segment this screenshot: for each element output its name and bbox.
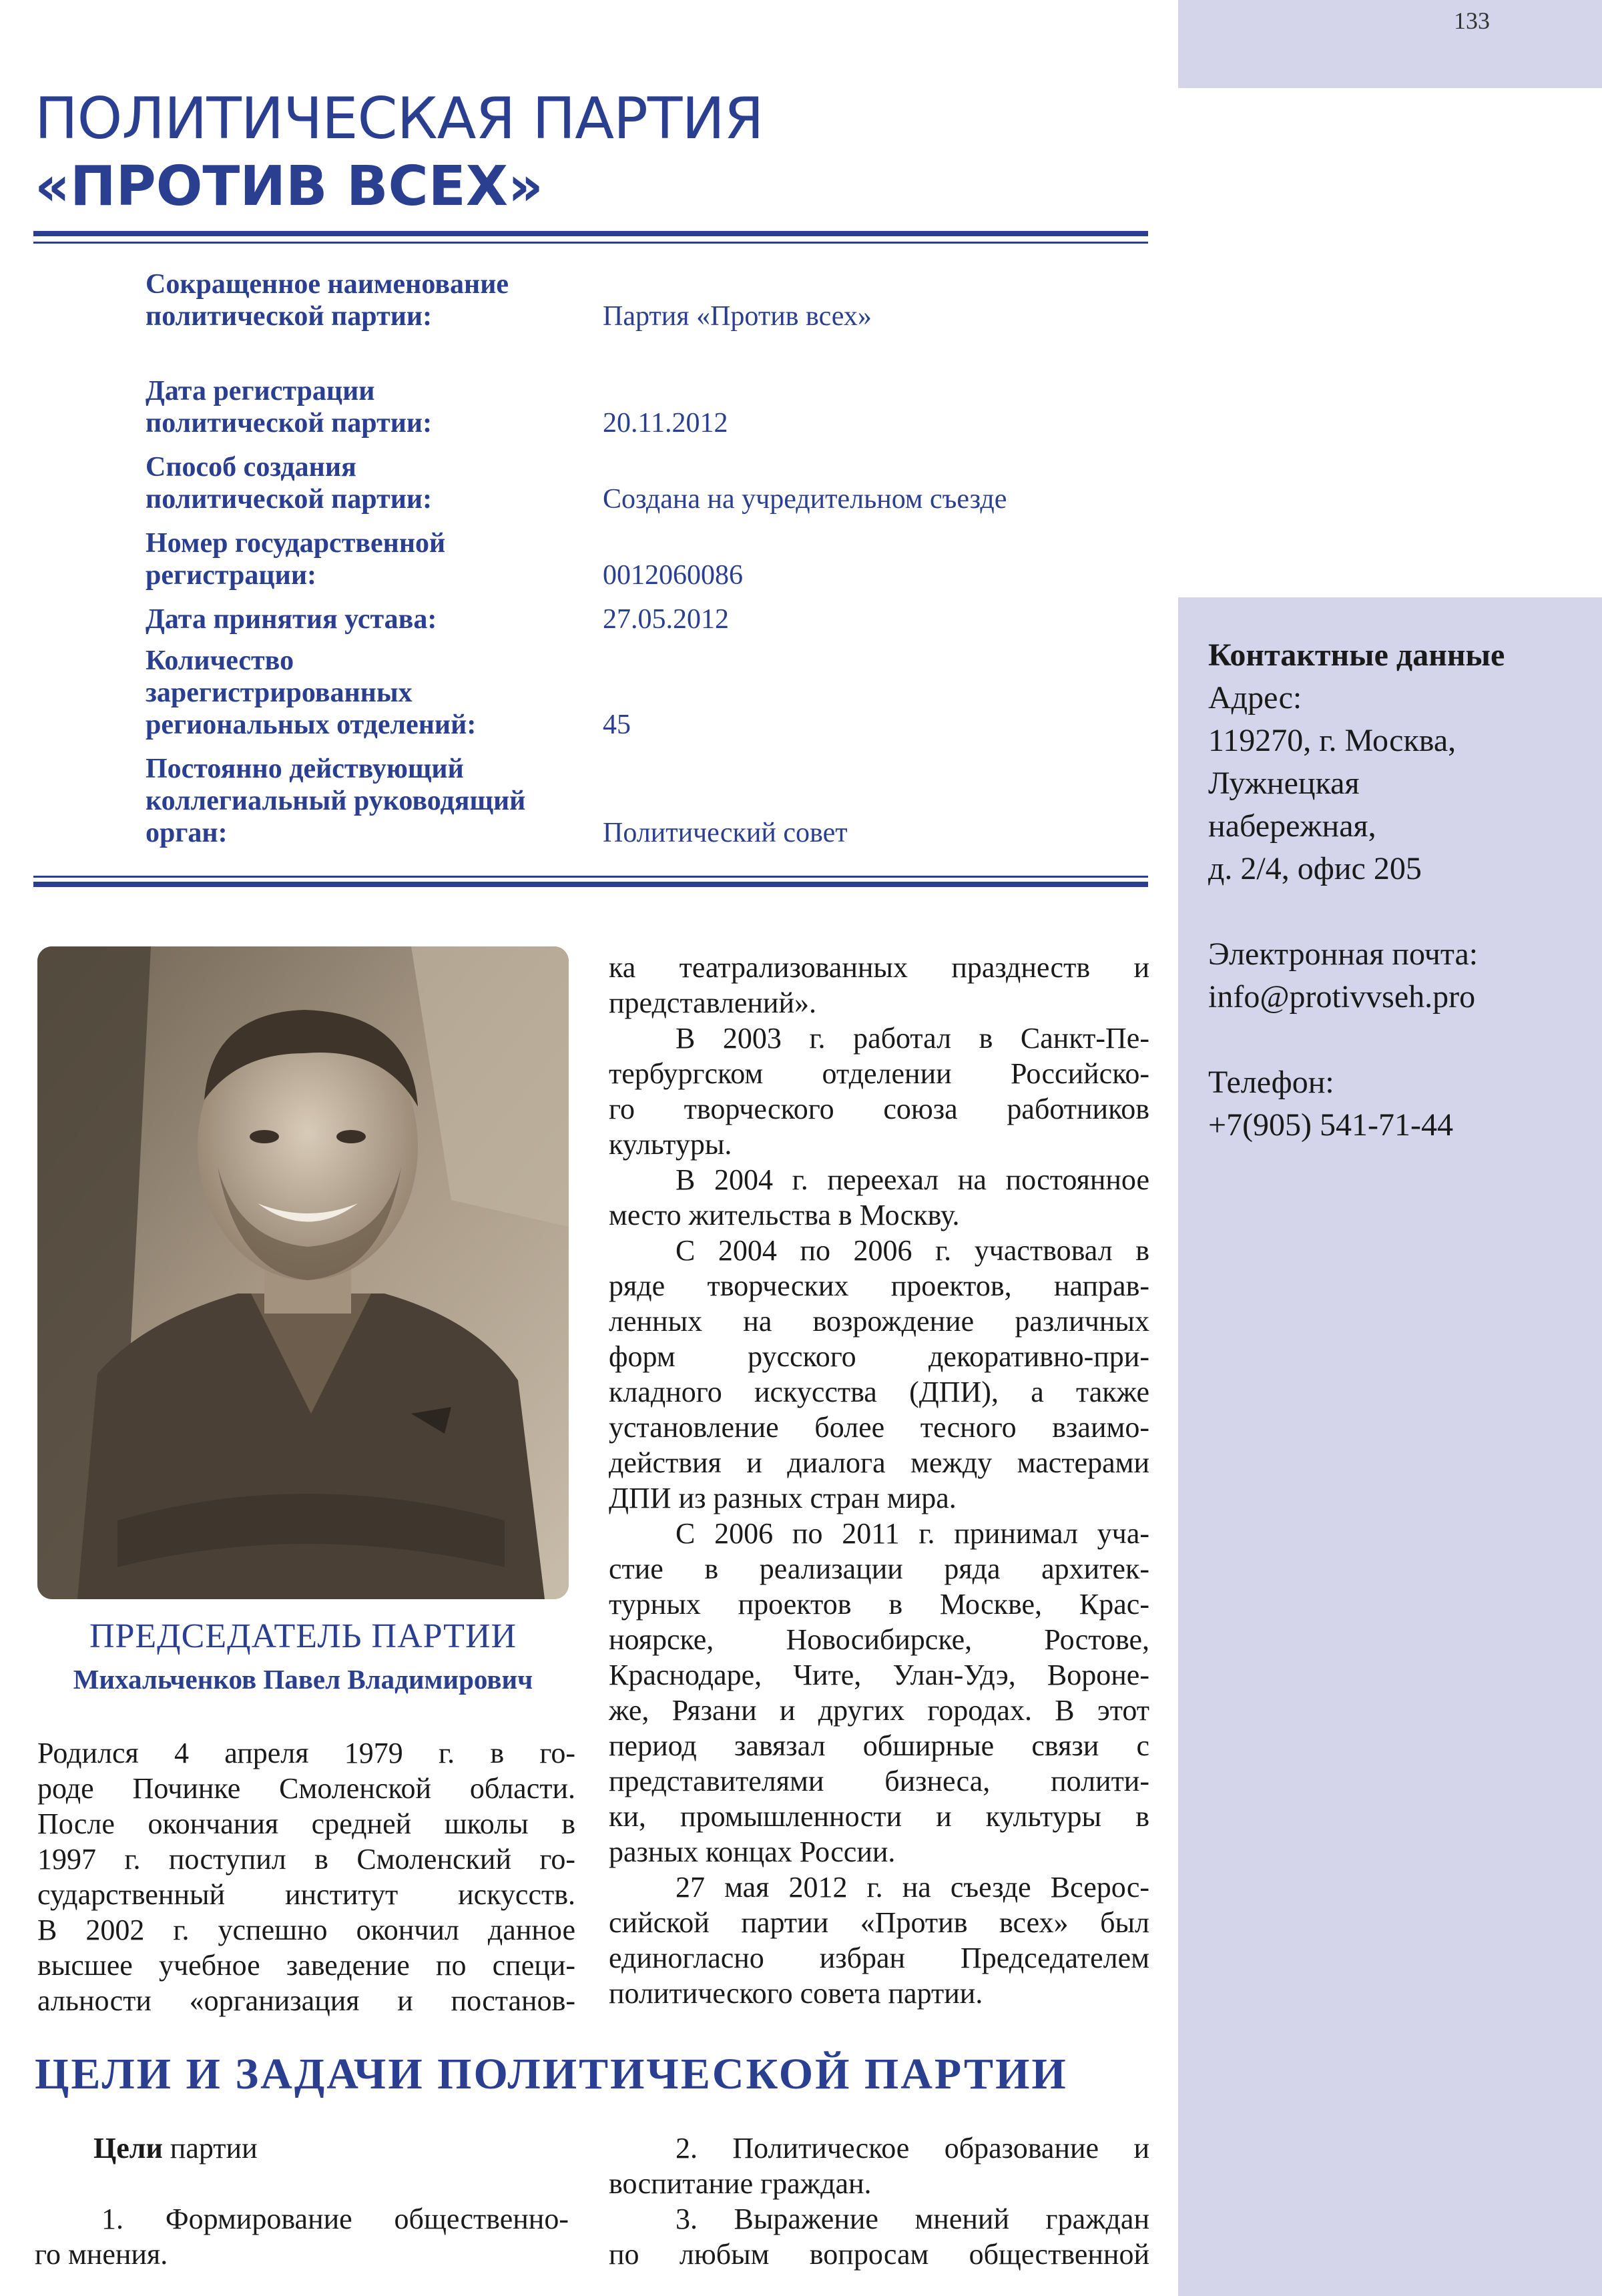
bio-mid-line: ка театрализованных празднеств и xyxy=(609,951,1149,984)
bio-mid-line: ноярске, Новосибирске, Ростове, xyxy=(609,1623,1149,1656)
title-rule-thin xyxy=(33,242,1148,244)
info-value-governing-body: Политический совет xyxy=(603,818,848,848)
bio-left-line: роде Починке Смоленской области. xyxy=(37,1772,575,1805)
bio-mid-line: С 2004 по 2006 г. участвовал в xyxy=(676,1234,1149,1267)
info-value-charter-date: 27.05.2012 xyxy=(603,604,729,635)
goal-item-1-line: го мнения. xyxy=(35,2238,168,2271)
info-value-creation-method: Создана на учредительном съезде xyxy=(603,484,1007,515)
bio-mid-line: представлений». xyxy=(609,986,817,1019)
contacts-block xyxy=(1208,634,1582,1147)
phone-number: +7(905) 541-71-44 xyxy=(1208,1107,1454,1143)
bio-mid-line: культуры. xyxy=(609,1128,732,1161)
title-rule-thick xyxy=(33,231,1148,236)
info-label-state-number: Номер государственной регистрации: xyxy=(146,528,446,591)
goals-heading: ЦЕЛИ И ЗАДАЧИ ПОЛИТИЧЕСКОЙ ПАРТИИ xyxy=(35,2050,1068,2098)
info-value-state-number: 0012060086 xyxy=(603,560,743,591)
bio-mid-line: период завязал обширные связи с xyxy=(609,1729,1149,1762)
bio-mid-line: форм русского декоративно-при- xyxy=(609,1340,1149,1373)
goal-item-2-line: воспитание граждан. xyxy=(609,2167,872,2200)
chairman-photo xyxy=(37,946,569,1599)
address-line: набережная, xyxy=(1208,808,1376,844)
info-value-short-name: Партия «Против всех» xyxy=(603,301,872,332)
party-title-line2: «ПРОТИВ ВСЕХ» xyxy=(35,155,543,218)
contacts-heading: Контактные данные xyxy=(1208,637,1505,673)
bio-mid-line: разных концах России. xyxy=(609,1835,896,1868)
bio-mid-line: тербургском отделении Российско- xyxy=(609,1057,1149,1090)
bio-mid-line: С 2006 по 2011 г. принимал уча- xyxy=(676,1517,1149,1550)
party-title-line1: ПОЛИТИЧЕСКАЯ ПАРТИЯ xyxy=(35,85,764,152)
bio-mid-line: ряде творческих проектов, направ- xyxy=(609,1269,1149,1302)
bio-mid-line: установление более тесного взаимо- xyxy=(609,1411,1149,1444)
bio-left-line: высшее учебное заведение по специ- xyxy=(37,1949,575,1982)
chairman-name: Михальченков Павел Владимирович xyxy=(73,1664,533,1695)
bio-mid-line: В 2003 г. работал в Санкт-Пе- xyxy=(676,1022,1149,1055)
goals-column-left xyxy=(35,2130,569,2272)
bio-mid-line: же, Рязани и других городах. В этот xyxy=(609,1694,1149,1727)
info-value-regional-count: 45 xyxy=(603,709,631,740)
bio-mid-line: го творческого союза работников xyxy=(609,1093,1149,1125)
bio-left-line: В 2002 г. успешно окончил данное xyxy=(37,1914,575,1946)
bio-mid-line: 27 мая 2012 г. на съезде Всерос- xyxy=(676,1871,1149,1904)
phone-label: Телефон: xyxy=(1208,1065,1334,1100)
info-value-registration-date: 20.11.2012 xyxy=(603,408,728,439)
bio-mid-line: сийской партии «Против всех» был xyxy=(609,1906,1149,1939)
chairman-heading: ПРЕДСЕДАТЕЛЬ ПАРТИИ xyxy=(89,1617,517,1655)
info-label-registration-date: Дата регистрации политической партии: xyxy=(146,376,433,439)
bio-mid-line: Краснодаре, Чите, Улан-Удэ, Вороне- xyxy=(609,1659,1149,1691)
bio-mid-line: место жительства в Москву. xyxy=(609,1199,960,1231)
bio-mid-line: турных проектов в Москве, Крас- xyxy=(609,1588,1149,1621)
email-label: Электронная почта: xyxy=(1208,936,1479,972)
goal-item-2-line: 2. Политическое образование и xyxy=(676,2132,1149,2165)
email-link[interactable]: info@protivvseh.pro xyxy=(1208,979,1476,1015)
bio-left-line: 1997 г. поступил в Смоленский го- xyxy=(37,1843,575,1876)
info-label-governing-body: Постоянно действующий коллегиальный руководящий орган: xyxy=(146,754,526,848)
bio-mid-line: ленных на возрождение различных xyxy=(609,1305,1149,1338)
bio-column-middle xyxy=(609,950,1149,2011)
bio-left-line: сударственный институт искусств. xyxy=(37,1878,575,1911)
address-line: д. 2/4, офис 205 xyxy=(1208,851,1422,886)
bio-mid-line: действия и диалога между мастерами xyxy=(609,1446,1149,1479)
goal-item-3-line: по любым вопросам общественной xyxy=(609,2238,1149,2271)
bio-left-line: Родился 4 апреля 1979 г. в го- xyxy=(37,1737,575,1769)
goal-item-1-line: 1. Формирование общественно- xyxy=(101,2203,569,2235)
bio-mid-line: политического совета партии. xyxy=(609,1977,983,2010)
goals-intro: Цели партии xyxy=(93,2132,258,2165)
bio-column-left xyxy=(37,1735,575,2018)
address-line: Лужнецкая xyxy=(1208,766,1360,801)
info-label-creation-method: Способ создания политической партии: xyxy=(146,452,433,515)
goal-item-3-line: 3. Выражение мнений граждан xyxy=(676,2203,1149,2235)
sidebar-top-band xyxy=(1178,0,1602,88)
info-label-regional-count: Количество зарегистрированных региональных отделений: xyxy=(146,645,477,740)
bio-mid-line: единогласно избран Председателем xyxy=(609,1942,1149,1974)
address-label: Адрес: xyxy=(1208,680,1302,715)
page-number: 133 xyxy=(1454,7,1490,34)
bio-mid-line: стие в реализации ряда архитек- xyxy=(609,1552,1149,1585)
bio-mid-line: В 2004 г. переехал на постоянное xyxy=(676,1163,1149,1196)
address-line: 119270, г. Москва, xyxy=(1208,723,1456,758)
info-label-short-name: Сокращенное наименование политической партии: xyxy=(146,269,509,332)
table-rule-thick xyxy=(33,882,1148,887)
goals-column-right xyxy=(609,2130,1149,2272)
bio-mid-line: ДПИ из разных стран мира. xyxy=(609,1482,957,1514)
bio-mid-line: ки, промышленности и культуры в xyxy=(609,1800,1149,1833)
table-rule-thin xyxy=(33,876,1148,878)
info-label-charter-date: Дата принятия устава: xyxy=(146,604,437,635)
bio-left-line: После окончания средней школы в xyxy=(37,1807,575,1840)
bio-mid-line: представителями бизнеса, полити- xyxy=(609,1765,1149,1797)
bio-mid-line: кладного искусства (ДПИ), а также xyxy=(609,1376,1149,1408)
bio-left-line: альности «организация и постанов- xyxy=(37,1984,575,2017)
